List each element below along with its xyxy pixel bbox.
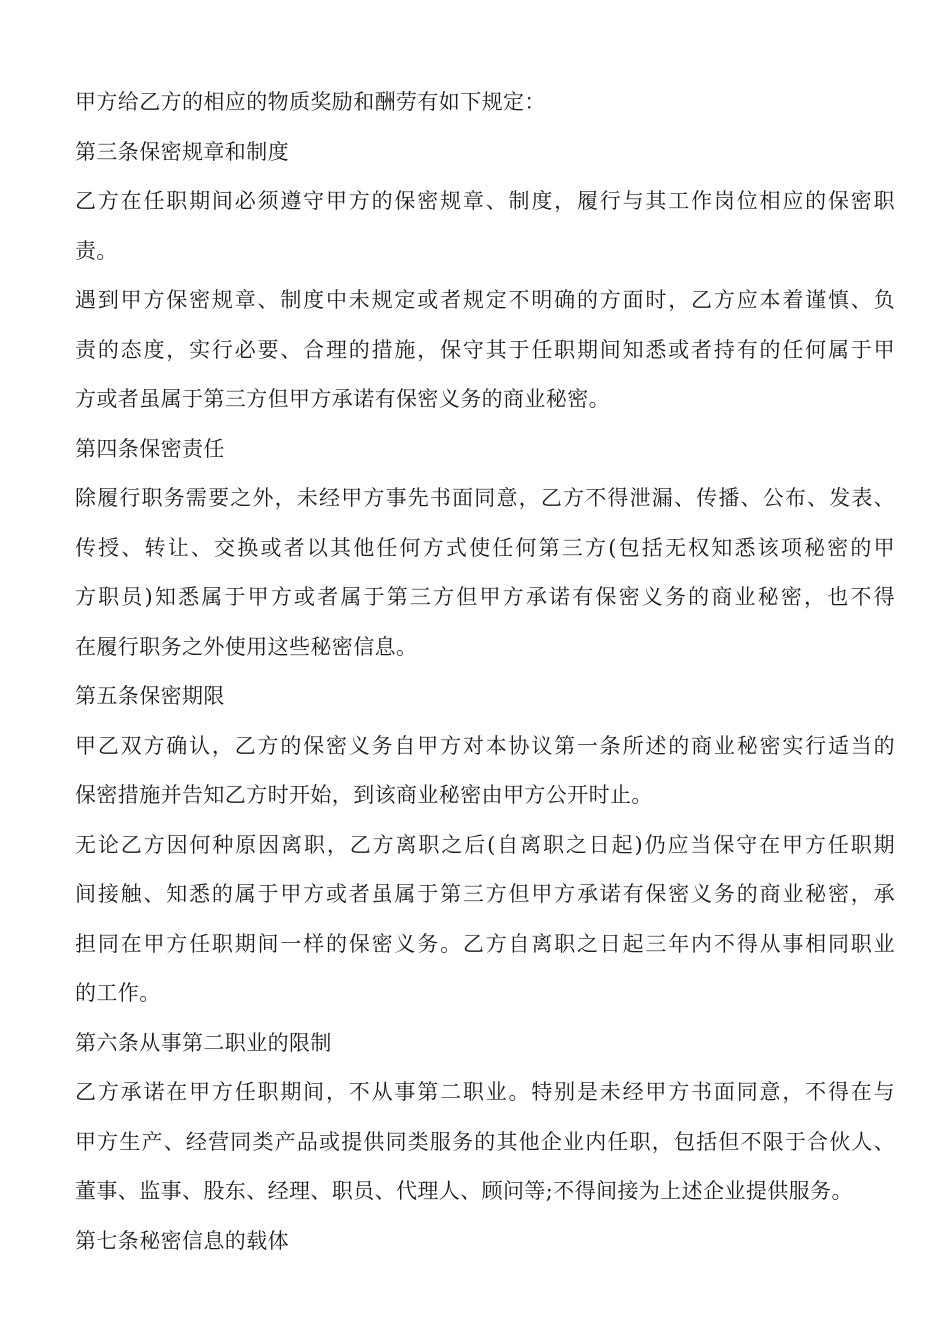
body-paragraph <box>75 1068 895 1217</box>
text-line: 乙方承诺在甲方任职期间，不从事第二职业。特别是未经甲方书面同意，不得在与 <box>75 1080 895 1104</box>
section-heading <box>75 425 895 475</box>
text-line: 甲乙双方确认，乙方的保密义务自甲方对本协议第一条所述的商业秘密实行适当的 <box>75 733 895 758</box>
text-line: 第三条保密规章和制度 <box>75 139 289 164</box>
section-heading <box>75 128 895 178</box>
text-line: 第七条秘密信息的载体 <box>75 1228 289 1253</box>
text-line: 间接触、知悉的属于甲方或者虽属于第三方但甲方承诺有保密义务的商业秘密，承 <box>75 882 895 906</box>
body-paragraph <box>75 722 895 821</box>
text-line: 责的态度，实行必要、合理的措施，保守其于任职期间知悉或者持有的任何属于甲 <box>75 337 895 362</box>
text-line: 第五条保密期限 <box>75 684 225 708</box>
text-line: 传授、转让、交换或者以其他任何方式使任何第三方(包括无权知悉该项秘密的甲 <box>75 535 895 560</box>
body-paragraph <box>75 177 895 276</box>
text-line: 除履行职务需要之外，未经甲方事先书面同意，乙方不得泄漏、传播、公布、发表、 <box>75 486 895 510</box>
text-line: 担同在甲方任职期间一样的保密义务。乙方自离职之日起三年内不得从事相同职业 <box>75 931 895 956</box>
text-line: 无论乙方因何种原因离职，乙方离职之后(自离职之日起)仍应当保守在甲方任职期 <box>75 832 895 857</box>
text-line: 的工作。 <box>75 981 161 1005</box>
text-line: 责。 <box>75 238 118 263</box>
body-paragraph <box>75 276 895 425</box>
text-line: 第六条从事第二职业的限制 <box>75 1030 332 1055</box>
document-page <box>75 78 895 1266</box>
text-line: 甲方生产、经营同类产品或提供同类服务的其他企业内任职，包括但不限于合伙人、 <box>75 1129 895 1154</box>
text-line: 保密措施并告知乙方时开始，到该商业秘密由甲方公开时止。 <box>75 783 653 807</box>
body-paragraph <box>75 474 895 672</box>
text-line: 甲方给乙方的相应的物质奖励和酬劳有如下规定： <box>75 90 546 114</box>
body-paragraph <box>75 78 895 128</box>
body-paragraph <box>75 821 895 1019</box>
text-line: 在履行职务之外使用这些秘密信息。 <box>75 634 418 659</box>
text-line: 乙方在任职期间必须遵守甲方的保密规章、制度，履行与其工作岗位相应的保密职 <box>75 189 895 213</box>
text-line: 方职员)知悉属于甲方或者属于第三方但甲方承诺有保密义务的商业秘密，也不得 <box>75 585 895 609</box>
text-line: 遇到甲方保密规章、制度中未规定或者规定不明确的方面时，乙方应本着谨慎、负 <box>75 288 895 312</box>
text-line: 第四条保密责任 <box>75 436 225 461</box>
text-line: 董事、监事、股东、经理、职员、代理人、顾问等;不得间接为上述企业提供服务。 <box>75 1179 853 1203</box>
section-heading <box>75 1217 895 1267</box>
section-heading <box>75 1019 895 1069</box>
section-heading <box>75 672 895 722</box>
text-line: 方或者虽属于第三方但甲方承诺有保密义务的商业秘密。 <box>75 387 610 411</box>
